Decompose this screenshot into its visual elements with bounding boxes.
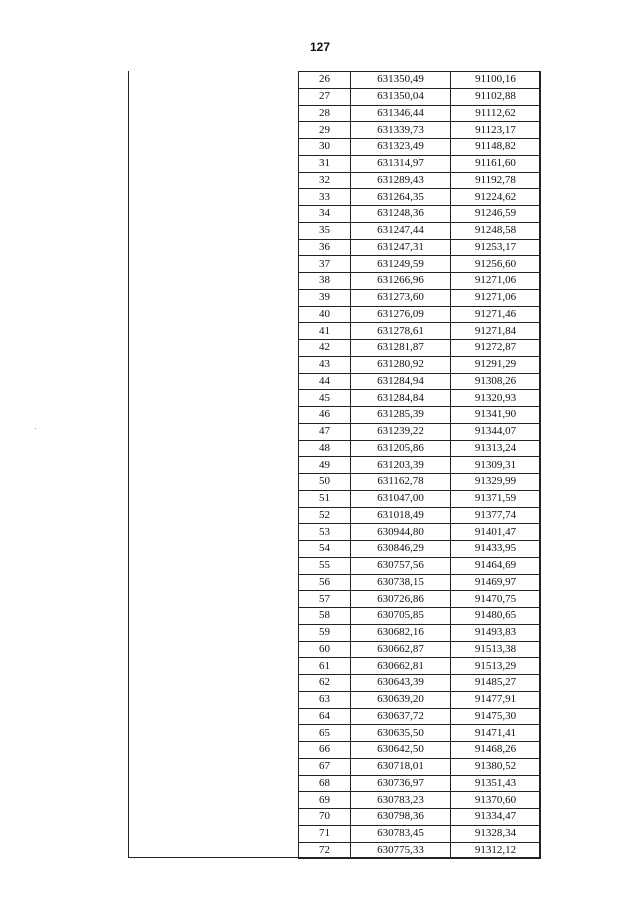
table-row	[299, 608, 541, 625]
y-coordinate-cell: 91272,87	[451, 340, 541, 357]
scan-speck	[35, 428, 36, 429]
table-row	[299, 809, 541, 826]
x-coordinate-cell: 631205,86	[351, 440, 451, 457]
table-row	[299, 457, 541, 474]
table-row	[299, 641, 541, 658]
table-row	[299, 490, 541, 507]
x-coordinate-cell: 631350,49	[351, 72, 451, 89]
x-coordinate-cell: 630637,72	[351, 708, 451, 725]
point-number-cell: 45	[299, 390, 351, 407]
table-row	[299, 340, 541, 357]
point-number-cell: 58	[299, 608, 351, 625]
x-coordinate-cell: 630736,97	[351, 775, 451, 792]
x-coordinate-cell: 631285,39	[351, 407, 451, 424]
table-row	[299, 222, 541, 239]
table-row	[299, 758, 541, 775]
table-row	[299, 323, 541, 340]
table-row	[299, 708, 541, 725]
point-number-cell: 51	[299, 490, 351, 507]
x-coordinate-cell: 631276,09	[351, 306, 451, 323]
point-number-cell: 44	[299, 373, 351, 390]
point-number-cell: 46	[299, 407, 351, 424]
table-row	[299, 289, 541, 306]
x-coordinate-cell: 631249,59	[351, 256, 451, 273]
x-coordinate-cell: 631284,84	[351, 390, 451, 407]
point-number-cell: 43	[299, 356, 351, 373]
y-coordinate-cell: 91102,88	[451, 88, 541, 105]
point-number-cell: 55	[299, 557, 351, 574]
y-coordinate-cell: 91470,75	[451, 591, 541, 608]
y-coordinate-cell: 91433,95	[451, 541, 541, 558]
table-row	[299, 675, 541, 692]
point-number-cell: 50	[299, 474, 351, 491]
x-coordinate-cell: 630682,16	[351, 624, 451, 641]
point-number-cell: 62	[299, 675, 351, 692]
y-coordinate-cell: 91344,07	[451, 423, 541, 440]
point-number-cell: 37	[299, 256, 351, 273]
point-number-cell: 66	[299, 742, 351, 759]
table-row	[299, 122, 541, 139]
point-number-cell: 39	[299, 289, 351, 306]
y-coordinate-cell: 91480,65	[451, 608, 541, 625]
point-number-cell: 65	[299, 725, 351, 742]
y-coordinate-cell: 91112,62	[451, 105, 541, 122]
table-row	[299, 256, 541, 273]
table-row	[299, 624, 541, 641]
y-coordinate-cell: 91123,17	[451, 122, 541, 139]
table-row	[299, 842, 541, 859]
x-coordinate-cell: 630639,20	[351, 691, 451, 708]
y-coordinate-cell: 91312,12	[451, 842, 541, 859]
x-coordinate-cell: 630783,23	[351, 792, 451, 809]
table-row	[299, 105, 541, 122]
y-coordinate-cell: 91148,82	[451, 139, 541, 156]
y-coordinate-cell: 91161,60	[451, 155, 541, 172]
y-coordinate-cell: 91329,99	[451, 474, 541, 491]
page-number: 127	[309, 40, 331, 54]
coordinates-table-body	[299, 72, 541, 859]
point-number-cell: 61	[299, 658, 351, 675]
point-number-cell: 41	[299, 323, 351, 340]
y-coordinate-cell: 91308,26	[451, 373, 541, 390]
table-row	[299, 474, 541, 491]
y-coordinate-cell: 91464,69	[451, 557, 541, 574]
y-coordinate-cell: 91471,41	[451, 725, 541, 742]
table-row	[299, 742, 541, 759]
x-coordinate-cell: 631346,44	[351, 105, 451, 122]
y-coordinate-cell: 91513,38	[451, 641, 541, 658]
point-number-cell: 28	[299, 105, 351, 122]
x-coordinate-cell: 630643,39	[351, 675, 451, 692]
y-coordinate-cell: 91253,17	[451, 239, 541, 256]
table-row	[299, 423, 541, 440]
x-coordinate-cell: 631264,35	[351, 189, 451, 206]
table-row	[299, 440, 541, 457]
point-number-cell: 64	[299, 708, 351, 725]
y-coordinate-cell: 91100,16	[451, 72, 541, 89]
x-coordinate-cell: 631047,00	[351, 490, 451, 507]
x-coordinate-cell: 630846,29	[351, 541, 451, 558]
table-row	[299, 206, 541, 223]
table-row	[299, 691, 541, 708]
point-number-cell: 38	[299, 273, 351, 290]
point-number-cell: 71	[299, 825, 351, 842]
point-number-cell: 59	[299, 624, 351, 641]
table-row	[299, 239, 541, 256]
x-coordinate-cell: 631280,92	[351, 356, 451, 373]
point-number-cell: 60	[299, 641, 351, 658]
x-coordinate-cell: 631247,44	[351, 222, 451, 239]
x-coordinate-cell: 631203,39	[351, 457, 451, 474]
point-number-cell: 72	[299, 842, 351, 859]
table-row	[299, 825, 541, 842]
x-coordinate-cell: 630642,50	[351, 742, 451, 759]
point-number-cell: 27	[299, 88, 351, 105]
y-coordinate-cell: 91320,93	[451, 390, 541, 407]
point-number-cell: 70	[299, 809, 351, 826]
table-row	[299, 524, 541, 541]
coordinates-table	[298, 71, 541, 859]
y-coordinate-cell: 91334,47	[451, 809, 541, 826]
x-coordinate-cell: 630783,45	[351, 825, 451, 842]
y-coordinate-cell: 91328,34	[451, 825, 541, 842]
y-coordinate-cell: 91513,29	[451, 658, 541, 675]
x-coordinate-cell: 630635,50	[351, 725, 451, 742]
table-row	[299, 591, 541, 608]
x-coordinate-cell: 630798,36	[351, 809, 451, 826]
y-coordinate-cell: 91313,24	[451, 440, 541, 457]
x-coordinate-cell: 631314,97	[351, 155, 451, 172]
point-number-cell: 49	[299, 457, 351, 474]
table-row	[299, 373, 541, 390]
y-coordinate-cell: 91291,29	[451, 356, 541, 373]
x-coordinate-cell: 630726,86	[351, 591, 451, 608]
point-number-cell: 36	[299, 239, 351, 256]
point-number-cell: 57	[299, 591, 351, 608]
x-coordinate-cell: 631018,49	[351, 507, 451, 524]
point-number-cell: 34	[299, 206, 351, 223]
y-coordinate-cell: 91370,60	[451, 792, 541, 809]
table-row	[299, 155, 541, 172]
y-coordinate-cell: 91271,46	[451, 306, 541, 323]
table-row	[299, 725, 541, 742]
x-coordinate-cell: 631273,60	[351, 289, 451, 306]
point-number-cell: 67	[299, 758, 351, 775]
y-coordinate-cell: 91271,06	[451, 289, 541, 306]
y-coordinate-cell: 91377,74	[451, 507, 541, 524]
y-coordinate-cell: 91485,27	[451, 675, 541, 692]
y-coordinate-cell: 91371,59	[451, 490, 541, 507]
table-row	[299, 172, 541, 189]
point-number-cell: 47	[299, 423, 351, 440]
x-coordinate-cell: 631278,61	[351, 323, 451, 340]
point-number-cell: 32	[299, 172, 351, 189]
y-coordinate-cell: 91271,06	[451, 273, 541, 290]
y-coordinate-cell: 91351,43	[451, 775, 541, 792]
table-row	[299, 390, 541, 407]
table-row	[299, 658, 541, 675]
x-coordinate-cell: 630705,85	[351, 608, 451, 625]
table-row	[299, 306, 541, 323]
table-row	[299, 273, 541, 290]
table-row	[299, 792, 541, 809]
x-coordinate-cell: 631281,87	[351, 340, 451, 357]
point-number-cell: 63	[299, 691, 351, 708]
x-coordinate-cell: 631323,49	[351, 139, 451, 156]
x-coordinate-cell: 631339,73	[351, 122, 451, 139]
y-coordinate-cell: 91256,60	[451, 256, 541, 273]
x-coordinate-cell: 630944,80	[351, 524, 451, 541]
y-coordinate-cell: 91246,59	[451, 206, 541, 223]
y-coordinate-cell: 91248,58	[451, 222, 541, 239]
point-number-cell: 53	[299, 524, 351, 541]
table-row	[299, 407, 541, 424]
point-number-cell: 54	[299, 541, 351, 558]
point-number-cell: 29	[299, 122, 351, 139]
table-row	[299, 356, 541, 373]
x-coordinate-cell: 630738,15	[351, 574, 451, 591]
point-number-cell: 30	[299, 139, 351, 156]
point-number-cell: 52	[299, 507, 351, 524]
table-row	[299, 574, 541, 591]
point-number-cell: 56	[299, 574, 351, 591]
x-coordinate-cell: 631162,78	[351, 474, 451, 491]
x-coordinate-cell: 631247,31	[351, 239, 451, 256]
y-coordinate-cell: 91271,84	[451, 323, 541, 340]
table-row	[299, 507, 541, 524]
x-coordinate-cell: 631289,43	[351, 172, 451, 189]
table-row	[299, 775, 541, 792]
y-coordinate-cell: 91468,26	[451, 742, 541, 759]
point-number-cell: 31	[299, 155, 351, 172]
y-coordinate-cell: 91192,78	[451, 172, 541, 189]
table-row	[299, 557, 541, 574]
y-coordinate-cell: 91401,47	[451, 524, 541, 541]
y-coordinate-cell: 91475,30	[451, 708, 541, 725]
point-number-cell: 42	[299, 340, 351, 357]
y-coordinate-cell: 91341,90	[451, 407, 541, 424]
x-coordinate-cell: 630775,33	[351, 842, 451, 859]
x-coordinate-cell: 631239,22	[351, 423, 451, 440]
y-coordinate-cell: 91224,62	[451, 189, 541, 206]
x-coordinate-cell: 630662,87	[351, 641, 451, 658]
x-coordinate-cell: 630662,81	[351, 658, 451, 675]
point-number-cell: 68	[299, 775, 351, 792]
point-number-cell: 69	[299, 792, 351, 809]
x-coordinate-cell: 631248,36	[351, 206, 451, 223]
point-number-cell: 35	[299, 222, 351, 239]
y-coordinate-cell: 91380,52	[451, 758, 541, 775]
table-row	[299, 88, 541, 105]
point-number-cell: 48	[299, 440, 351, 457]
table-row	[299, 541, 541, 558]
y-coordinate-cell: 91309,31	[451, 457, 541, 474]
table-row	[299, 139, 541, 156]
x-coordinate-cell: 631266,96	[351, 273, 451, 290]
point-number-cell: 26	[299, 72, 351, 89]
point-number-cell: 40	[299, 306, 351, 323]
y-coordinate-cell: 91477,91	[451, 691, 541, 708]
y-coordinate-cell: 91493,83	[451, 624, 541, 641]
point-number-cell: 33	[299, 189, 351, 206]
x-coordinate-cell: 630757,56	[351, 557, 451, 574]
x-coordinate-cell: 631284,94	[351, 373, 451, 390]
table-row	[299, 72, 541, 89]
y-coordinate-cell: 91469,97	[451, 574, 541, 591]
x-coordinate-cell: 630718,01	[351, 758, 451, 775]
table-row	[299, 189, 541, 206]
x-coordinate-cell: 631350,04	[351, 88, 451, 105]
